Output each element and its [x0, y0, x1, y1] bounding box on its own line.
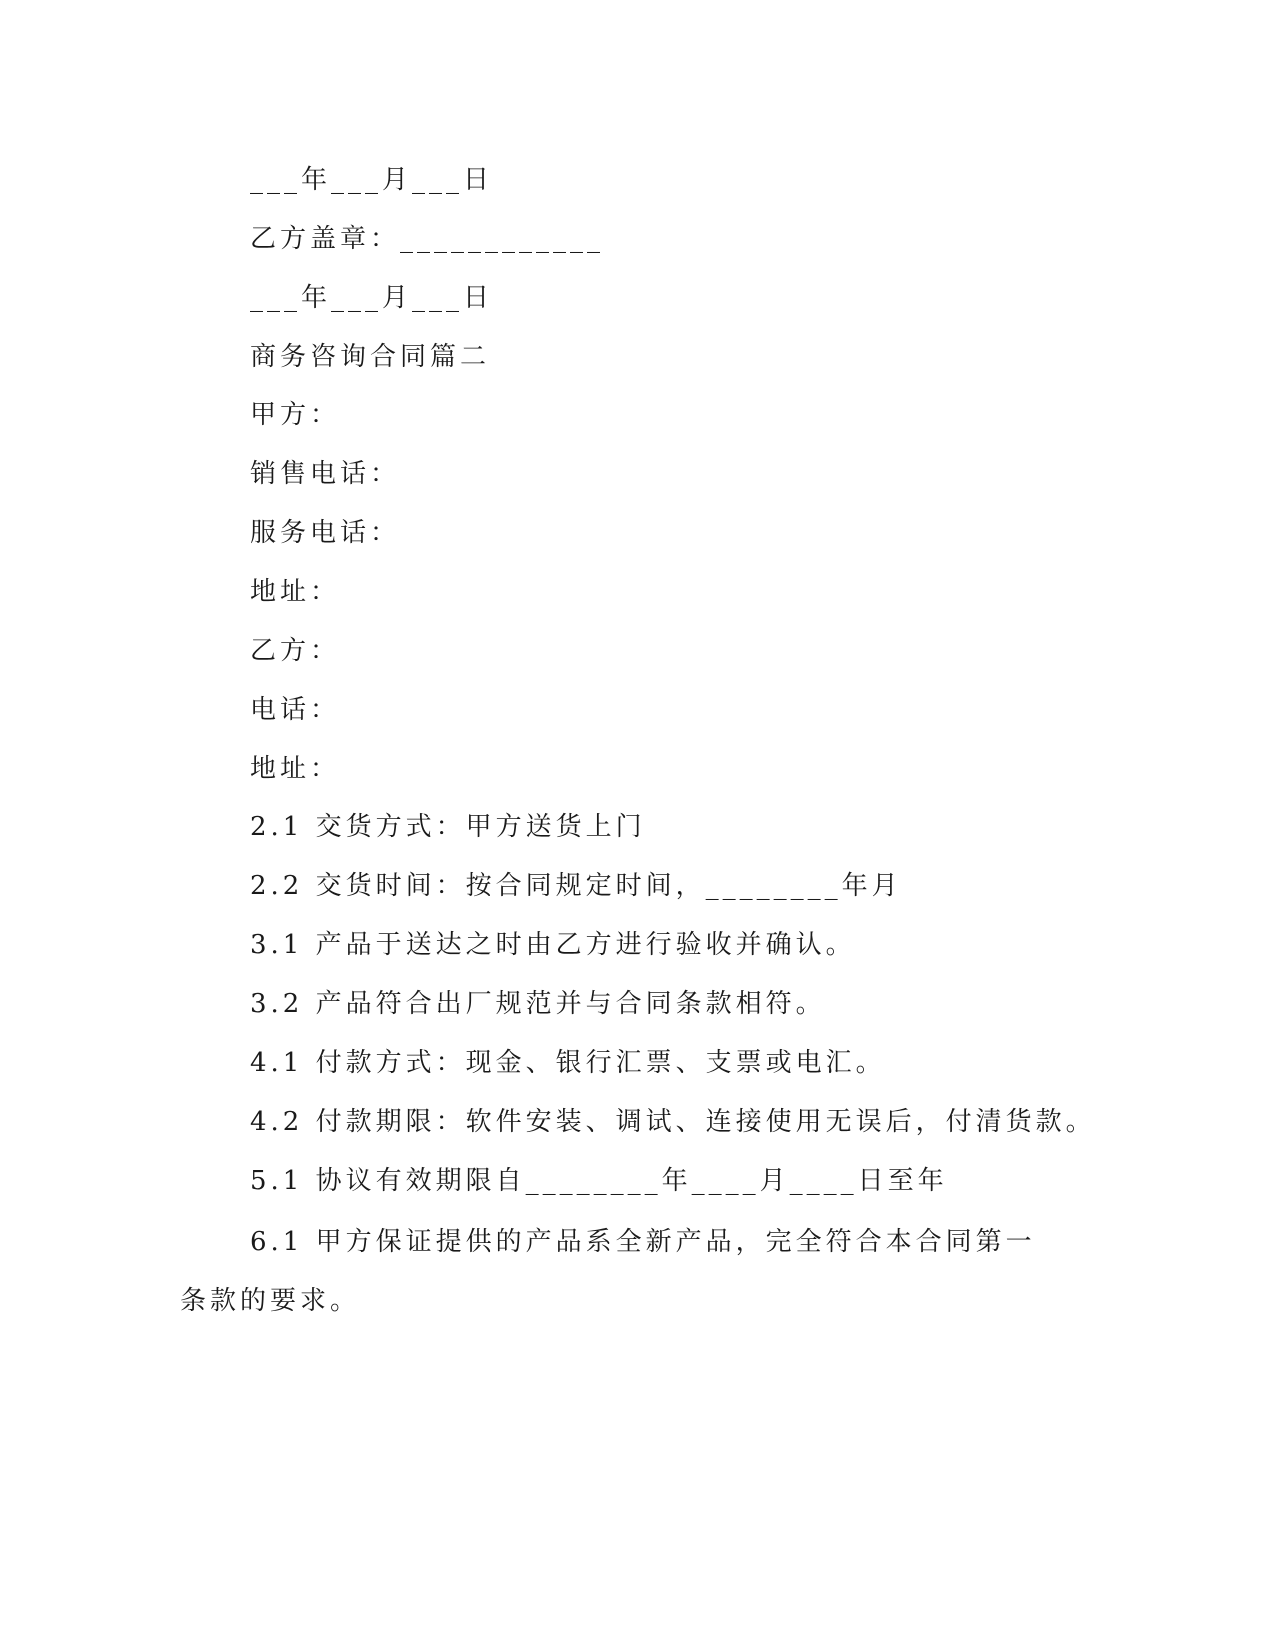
section-title: 商务咨询合同篇二 [250, 342, 491, 372]
clause-2-1: 2.1 交货方式：甲方送货上门 [250, 812, 646, 842]
phone-label-b: 电话： [250, 695, 341, 725]
clause-6-1: 6.1 甲方保证提供的产品系全新产品，完全符合本合同第一条款的要求。 [180, 1227, 1036, 1316]
sales-phone-label: 销售电话： [250, 459, 401, 489]
date-line-1: ___年___月___日 [250, 165, 494, 195]
clause-3-1: 3.1 产品于送达之时由乙方进行验收并确认。 [250, 930, 856, 960]
clause-5-1: 5.1 协议有效期限自________年____月____日至年 [250, 1166, 948, 1196]
address-label-a: 地址： [250, 577, 341, 607]
service-phone-label: 服务电话： [250, 518, 401, 548]
clause-2-2: 2.2 交货时间：按合同规定时间，________年月 [250, 871, 902, 901]
clause-4-1: 4.1 付款方式：现金、银行汇票、支票或电汇。 [250, 1048, 886, 1078]
address-label-b: 地址： [250, 754, 341, 784]
party-b-seal-line: 乙方盖章：____________ [250, 224, 605, 254]
party-a-label: 甲方： [250, 400, 341, 430]
clause-4-2: 4.2 付款期限：软件安装、调试、连接使用无误后，付清货款。 [250, 1107, 1096, 1137]
party-b-label: 乙方： [250, 636, 341, 666]
date-line-2: ___年___月___日 [250, 283, 494, 313]
clause-3-2: 3.2 产品符合出厂规范并与合同条款相符。 [250, 989, 826, 1019]
